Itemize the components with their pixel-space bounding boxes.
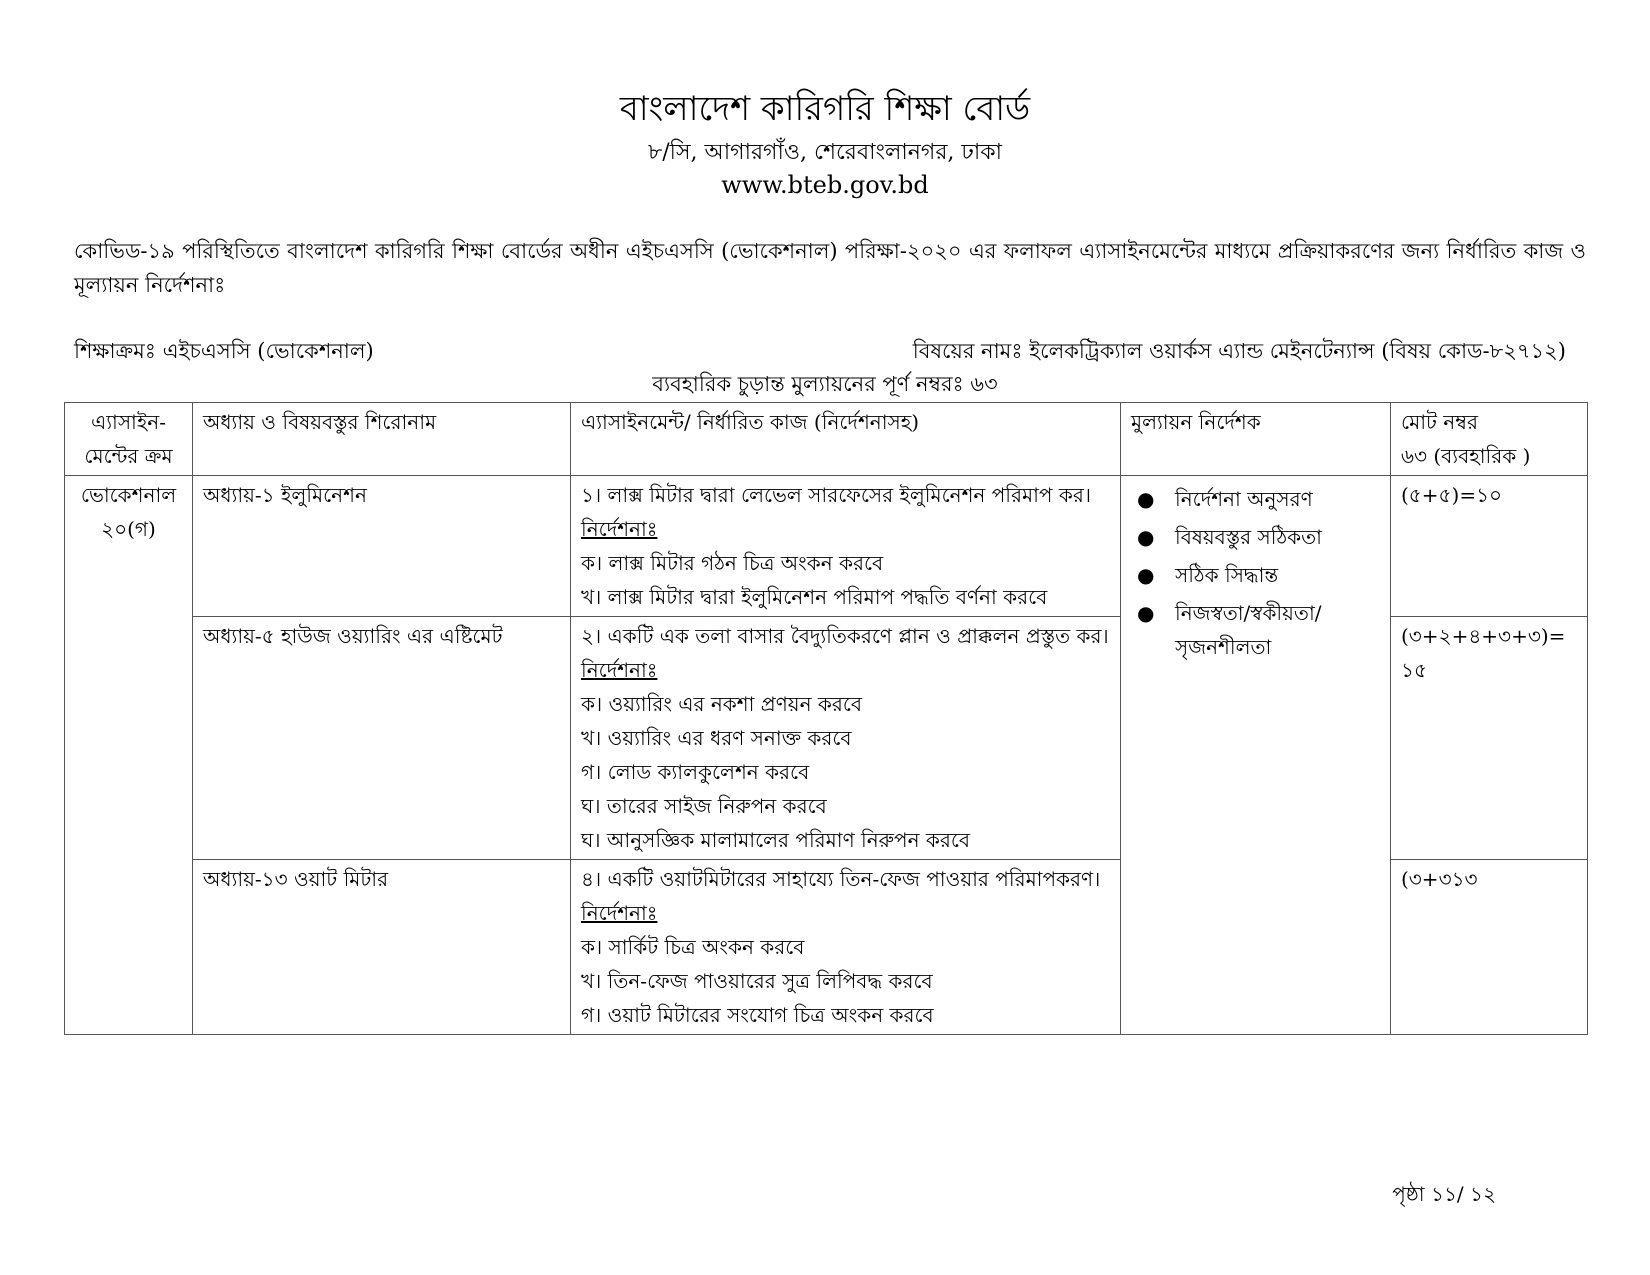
header-assignment: এ্যাসাইনমেন্ট/ নির্ধারিত কাজ (নির্দেশনাসহ): [571, 403, 1121, 476]
header-serial: [65, 403, 193, 476]
assignment-cell: [571, 617, 1121, 860]
task-text: ১। লাক্স মিটার দ্বারা লেভেল সারফেসের ইলুমিনেশন পরিমাপ কর।: [581, 483, 1091, 507]
step-item: খ। লাক্স মিটার দ্বারা ইলুমিনেশন পরিমাপ পদ্ধতি বর্ণনা করবে: [581, 585, 1048, 609]
step-item: ক। সার্কিট চিত্র অংকন করবে: [581, 935, 805, 959]
marks-cell: (৩+৩১৩: [1391, 860, 1588, 1035]
board-website: www.bteb.gov.bd: [721, 171, 929, 199]
bullet-icon: ●: [1137, 601, 1155, 625]
indicator-text: নির্দেশনা অনুসরণ: [1175, 487, 1313, 511]
header-marks-line2: ৬৩ (ব্যবহারিক ): [1401, 444, 1531, 468]
indicator-cell: [1121, 476, 1391, 1035]
step-item: খ। ওয়্যারিং এর ধরণ সনাক্ত করবে: [581, 726, 852, 750]
curriculum-label: শিক্ষাক্রমঃ এইচএসসি (ভোকেশনাল): [74, 339, 374, 363]
assignment-cell: [571, 860, 1121, 1035]
bullet-icon: ●: [1137, 487, 1155, 511]
task-text: ২। একটি এক তলা বাসার বৈদ্যুতিকরণে প্লান ও প্রাক্কলন প্রস্তুত কর।: [581, 624, 1109, 648]
marks-cell: (৫+৫)=১০: [1391, 476, 1588, 617]
subject-label: বিষয়ের নামঃ ইলেকট্রিক্যাল ওয়ার্কস এ্যান্ড মেইনটেন্যান্স (বিষয় কোড-৮২৭১২): [912, 339, 1566, 363]
instruction-label: নির্দেশনাঃ: [581, 517, 658, 541]
step-item: গ। লোড ক্যালকুলেশন করবে: [581, 760, 810, 784]
table-header-row: [65, 403, 1588, 476]
full-marks-label: ব্যবহারিক চুড়ান্ত মুল্যায়নের পূর্ণ নম্বরঃ ৬৩: [652, 372, 998, 396]
step-item: ক। লাক্স মিটার গঠন চিত্র অংকন করবে: [581, 551, 884, 575]
indicator-list: [1131, 482, 1380, 664]
assignment-table: [64, 402, 1588, 1035]
step-item: ঘ। আনুসজ্ঞিক মালামালের পরিমাণ নিরুপন করবে: [581, 828, 971, 852]
indicator-text: বিষয়বস্তুর সঠিকতা: [1175, 525, 1322, 549]
indicator-text: নিজস্বতা/স্বকীয়তা/ সৃজনশীলতা: [1175, 601, 1322, 659]
step-item: খ। তিন-ফেজ পাওয়ারের সুত্র লিপিবদ্ধ করবে: [581, 969, 933, 993]
table-row: [65, 476, 1588, 617]
instruction-label: নির্দেশনাঃ: [581, 901, 658, 925]
assignment-cell: [571, 476, 1121, 617]
indicator-item: [1131, 520, 1380, 554]
header-chapter: অধ্যায় ও বিষয়বস্তুর শিরোনাম: [193, 403, 571, 476]
chapter-cell: অধ্যায়-১৩ ওয়াট মিটার: [193, 860, 571, 1035]
step-item: ঘ। তারের সাইজ নিরুপন করবে: [581, 794, 827, 818]
intro-paragraph: কোভিড-১৯ পরিস্থিতিতে বাংলাদেশ কারিগরি শিক্ষা বোর্ডের অধীন এইচএসসি (ভোকেশনাল) পরিক্ষা-২০২০ এর ফলাফল এ্যাসাইনমেন্টের মাধ্যমে প্রক্রিয়াকরণের জন্য নির্ধারিত কাজ ও মূল্যায়ন নির্দেশনাঃ: [74, 239, 1586, 297]
header-marks-line1: মোট নম্বর: [1401, 410, 1478, 434]
indicator-item: [1131, 558, 1380, 592]
indicator-item: [1131, 482, 1380, 516]
board-title: বাংলাদেশ কারিগরি শিক্ষা বোর্ড: [619, 89, 1031, 129]
header-indicator: মুল্যায়ন নির্দেশক: [1121, 403, 1391, 476]
board-address: ৮/সি, আগারগাঁও, শেরেবাংলানগর, ঢাকা: [647, 140, 1003, 165]
serial-line2: ২০(গ): [101, 517, 156, 541]
serial-cell: [65, 476, 193, 1035]
instruction-label: নির্দেশনাঃ: [581, 658, 658, 682]
chapter-cell: অধ্যায়-১ ইলুমিনেশন: [193, 476, 571, 617]
header-serial-line2: মেন্টের ক্রম: [84, 444, 173, 468]
bullet-icon: ●: [1137, 563, 1155, 587]
page-number: পৃষ্ঠা ১১/ ১২: [1392, 1182, 1496, 1206]
task-text: ৪। একটি ওয়াটমিটারের সাহায্যে তিন-ফেজ পাওয়ার পরিমাপকরণ।: [581, 867, 1101, 891]
indicator-text: সঠিক সিদ্ধান্ত: [1175, 563, 1279, 587]
step-item: গ। ওয়াট মিটারের সংযোগ চিত্র অংকন করবে: [581, 1003, 934, 1027]
indicator-item: [1131, 596, 1380, 664]
chapter-cell: অধ্যায়-৫ হাউজ ওয়্যারিং এর এষ্টিমেট: [193, 617, 571, 860]
header-serial-line1: এ্যাসাইন-: [91, 410, 166, 434]
bullet-icon: ●: [1137, 525, 1155, 549]
header-marks: [1391, 403, 1588, 476]
serial-line1: ভোকেশনাল: [80, 483, 177, 507]
step-item: ক। ওয়্যারিং এর নকশা প্রণয়ন করবে: [581, 692, 863, 716]
marks-cell: (৩+২+৪+৩+৩)= ১৫: [1391, 617, 1588, 860]
